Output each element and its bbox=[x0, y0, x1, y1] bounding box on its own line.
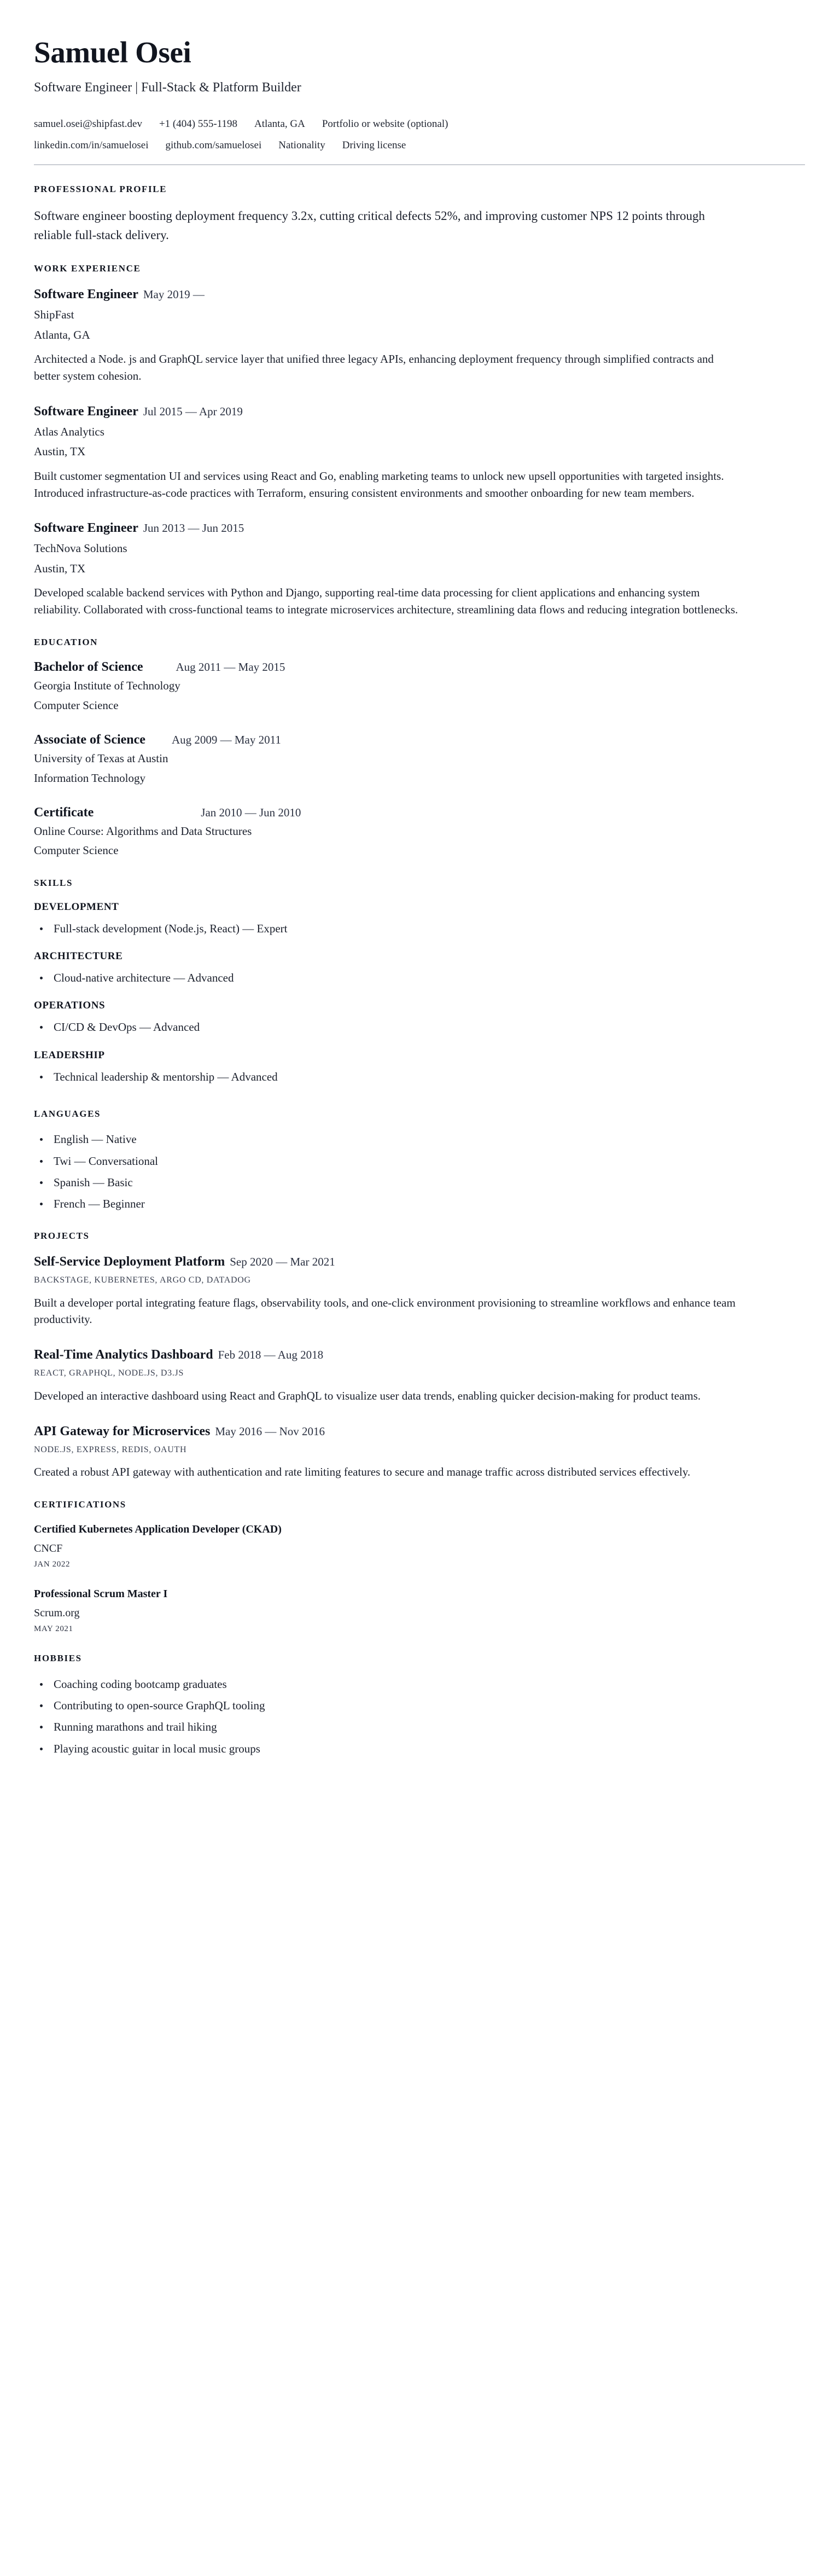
work-dates: Jul 2015 — Apr 2019 bbox=[143, 404, 243, 418]
work-dates: May 2019 — bbox=[143, 288, 205, 301]
section-title-certifications: CERTIFICATIONS bbox=[34, 1499, 126, 1510]
contact-driving-license: Driving license bbox=[342, 140, 406, 152]
certification-name: Professional Scrum Master I bbox=[34, 1587, 168, 1600]
section-hobbies bbox=[34, 1653, 805, 1756]
project-description: Developed an interactive dashboard using React and GraphQL to visualize user data trends, enabling quicker decision-making for product teams. bbox=[34, 1389, 701, 1402]
skill-item: Cloud-native architecture — Advanced bbox=[34, 970, 805, 985]
project-tech-stack: NODE.JS, EXPRESS, REDIS, OAUTH bbox=[34, 1444, 187, 1454]
education-field: Information Technology bbox=[34, 771, 146, 785]
education-field: Computer Science bbox=[34, 844, 119, 857]
project-description: Created a robust API gateway with authentication and rate limiting features to secure and manage traffic across distributed services effectively. bbox=[34, 1465, 691, 1478]
work-entry bbox=[34, 520, 805, 618]
project-dates: Feb 2018 — Aug 2018 bbox=[218, 1348, 324, 1362]
education-dates: Aug 2009 — May 2011 bbox=[171, 733, 281, 746]
section-title-work: WORK EXPERIENCE bbox=[34, 263, 141, 274]
skill-item: Full-stack development (Node.js, React) — Expert bbox=[34, 921, 805, 936]
contact-location: Atlanta, GA bbox=[254, 118, 305, 130]
certification-entry bbox=[34, 1522, 805, 1570]
certification-date: MAY 2021 bbox=[34, 1624, 73, 1633]
project-entry-head bbox=[34, 1347, 805, 1363]
contact-website[interactable]: Portfolio or website (optional) bbox=[322, 118, 448, 130]
work-description: Built customer segmentation UI and services using React and Go, enabling marketing teams to unlock new upsell opportunities with targeted insights. Introduced infrastructure-as-code practices with Terraform, ensuring consistent environments and smoother onboarding for new team members. bbox=[34, 469, 724, 500]
resume-header bbox=[34, 36, 805, 165]
skill-list bbox=[34, 1019, 805, 1035]
project-dates: May 2016 — Nov 2016 bbox=[215, 1424, 325, 1438]
skill-category-label: OPERATIONS bbox=[34, 1000, 106, 1012]
contact-email[interactable]: samuel.osei@shipfast.dev bbox=[34, 118, 142, 130]
project-name: Real-Time Analytics Dashboard bbox=[34, 1348, 213, 1362]
skill-group bbox=[34, 1000, 805, 1035]
work-role: Software Engineer bbox=[34, 521, 138, 536]
certification-entry bbox=[34, 1587, 805, 1635]
education-field: Computer Science bbox=[34, 699, 119, 712]
skill-category-label: DEVELOPMENT bbox=[34, 901, 119, 913]
project-entry-head bbox=[34, 1423, 805, 1440]
work-role: Software Engineer bbox=[34, 287, 138, 302]
work-entry bbox=[34, 286, 805, 385]
contact-line-secondary bbox=[34, 138, 805, 153]
work-entry bbox=[34, 403, 805, 502]
skill-group bbox=[34, 901, 805, 936]
work-description: Developed scalable backend services with Python and Django, supporting real-time data processing for client applications and enhancing system reliability. Collaborated with cross-functional teams to integrate microservices architecture, streamlining data flows and reducing integration bottlenecks. bbox=[34, 586, 738, 617]
skill-list bbox=[34, 1069, 805, 1084]
hobby-item: Contributing to open-source GraphQL tooling bbox=[34, 1698, 805, 1713]
section-professional-profile bbox=[34, 184, 805, 245]
section-title-education: EDUCATION bbox=[34, 636, 98, 647]
project-dates: Sep 2020 — Mar 2021 bbox=[230, 1255, 335, 1269]
profile-summary-text: Software engineer boosting deployment frequency 3.2x, cutting critical defects 52%, and improving customer NPS 12 points through reliable full-stack delivery. bbox=[34, 209, 705, 242]
candidate-headline: Software Engineer | Full-Stack & Platform Builder bbox=[34, 80, 301, 95]
skill-category-label: ARCHITECTURE bbox=[34, 950, 123, 962]
contact-linkedin[interactable]: linkedin.com/in/samuelosei bbox=[34, 140, 149, 152]
skill-group bbox=[34, 1049, 805, 1084]
education-school: Online Course: Algorithms and Data Structures bbox=[34, 824, 252, 838]
section-certifications bbox=[34, 1499, 805, 1634]
project-entry bbox=[34, 1254, 805, 1328]
section-title-hobbies: HOBBIES bbox=[34, 1653, 82, 1664]
section-projects bbox=[34, 1231, 805, 1481]
project-tech-stack: REACT, GRAPHQL, NODE.JS, D3.JS bbox=[34, 1368, 184, 1378]
work-entry-head bbox=[34, 286, 805, 303]
skill-item: Technical leadership & mentorship — Advanced bbox=[34, 1069, 805, 1084]
language-item: Twi — Conversational bbox=[34, 1153, 805, 1169]
work-role: Software Engineer bbox=[34, 404, 138, 419]
certification-issuer: Scrum.org bbox=[34, 1606, 80, 1619]
work-description: Architected a Node. js and GraphQL service layer that unified three legacy APIs, enhancing deployment frequency through simplified contracts and better system cohesion. bbox=[34, 352, 714, 383]
hobby-list bbox=[34, 1676, 805, 1756]
section-work-experience bbox=[34, 263, 805, 618]
language-item: Spanish — Basic bbox=[34, 1175, 805, 1190]
section-title-languages: LANGUAGES bbox=[34, 1108, 101, 1119]
certification-date: JAN 2022 bbox=[34, 1560, 71, 1569]
project-entry bbox=[34, 1347, 805, 1404]
section-title-skills: SKILLS bbox=[34, 878, 73, 889]
education-entry-head bbox=[34, 660, 805, 675]
skill-category-label: LEADERSHIP bbox=[34, 1049, 105, 1061]
work-location: Austin, TX bbox=[34, 445, 86, 459]
education-degree: Certificate bbox=[34, 805, 94, 820]
work-company: Atlas Analytics bbox=[34, 425, 104, 438]
project-entry-head bbox=[34, 1254, 805, 1270]
education-entry-head bbox=[34, 733, 805, 747]
work-company: ShipFast bbox=[34, 308, 74, 322]
section-title-profile: PROFESSIONAL PROFILE bbox=[34, 183, 167, 194]
hobby-item: Running marathons and trail hiking bbox=[34, 1719, 805, 1734]
education-entry bbox=[34, 660, 805, 714]
section-languages bbox=[34, 1109, 805, 1212]
project-name: API Gateway for Microservices bbox=[34, 1424, 211, 1438]
section-skills bbox=[34, 878, 805, 1084]
education-school: University of Texas at Austin bbox=[34, 751, 168, 765]
education-entry-head bbox=[34, 805, 805, 820]
education-dates: Aug 2011 — May 2015 bbox=[176, 660, 285, 674]
skill-group bbox=[34, 950, 805, 985]
project-tech-stack: BACKSTAGE, KUBERNETES, ARGO CD, DATADOG bbox=[34, 1275, 251, 1285]
education-degree: Bachelor of Science bbox=[34, 660, 143, 675]
work-company: TechNova Solutions bbox=[34, 542, 127, 555]
header-divider bbox=[34, 164, 805, 165]
work-location: Atlanta, GA bbox=[34, 328, 90, 341]
work-entry-head bbox=[34, 520, 805, 536]
candidate-name: Samuel Osei bbox=[34, 36, 191, 69]
work-dates: Jun 2013 — Jun 2015 bbox=[143, 521, 244, 535]
hobby-item: Playing acoustic guitar in local music groups bbox=[34, 1741, 805, 1756]
certification-name: Certified Kubernetes Application Developer (CKAD) bbox=[34, 1523, 282, 1536]
section-title-projects: PROJECTS bbox=[34, 1230, 90, 1241]
project-name: Self-Service Deployment Platform bbox=[34, 1255, 225, 1269]
certification-issuer: CNCF bbox=[34, 1542, 63, 1555]
contact-nationality: Nationality bbox=[278, 140, 325, 152]
skill-item: CI/CD & DevOps — Advanced bbox=[34, 1019, 805, 1035]
work-entry-head bbox=[34, 403, 805, 420]
contact-phone[interactable]: +1 (404) 555-1198 bbox=[159, 118, 237, 130]
work-location: Austin, TX bbox=[34, 561, 86, 575]
language-list bbox=[34, 1132, 805, 1211]
education-degree: Associate of Science bbox=[34, 732, 145, 747]
contact-github[interactable]: github.com/samuelosei bbox=[165, 140, 262, 152]
language-item: French — Beginner bbox=[34, 1196, 805, 1211]
project-description: Built a developer portal integrating feature flags, observability tools, and one-click environment provisioning to streamline workflows and enhance team productivity. bbox=[34, 1296, 736, 1326]
hobby-item: Coaching coding bootcamp graduates bbox=[34, 1676, 805, 1692]
education-entry bbox=[34, 733, 805, 787]
education-entry bbox=[34, 805, 805, 860]
skill-list bbox=[34, 970, 805, 985]
education-school: Georgia Institute of Technology bbox=[34, 679, 180, 693]
language-item: English — Native bbox=[34, 1132, 805, 1147]
education-dates: Jan 2010 — Jun 2010 bbox=[201, 805, 301, 819]
project-entry bbox=[34, 1423, 805, 1481]
section-education bbox=[34, 637, 805, 859]
contact-line-primary bbox=[34, 117, 805, 132]
skill-list bbox=[34, 921, 805, 936]
